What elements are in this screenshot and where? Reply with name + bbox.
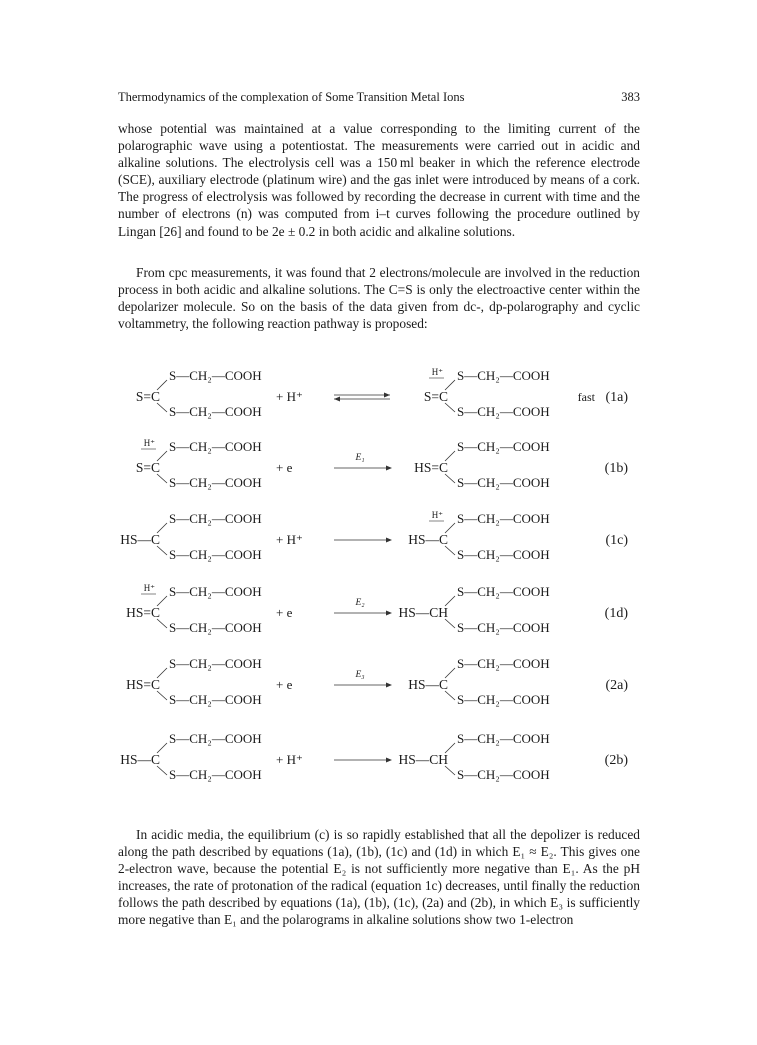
left-bond-upper [157, 596, 167, 606]
right-bond-lower [445, 766, 455, 775]
left-molecule-core: HS=C [126, 677, 160, 692]
page-number: 383 [621, 90, 640, 104]
left-bond-lower [157, 474, 167, 483]
left-bond-upper [157, 380, 167, 390]
right-bond-lower [445, 691, 455, 700]
right-bond-upper [445, 596, 455, 606]
right-arm-upper: S—CH₂—COOH [457, 511, 550, 526]
reagent-label: + e [276, 460, 293, 475]
right-arm-lower: S—CH₂—COOH [457, 547, 550, 562]
left-arm-lower: S—CH₂—COOH [169, 475, 262, 490]
left-molecule-core: S=C [135, 389, 160, 404]
equation-number: (1a) [605, 390, 628, 405]
potential-label: E₁ [355, 453, 365, 463]
reagent-label: + H⁺ [276, 389, 303, 404]
right-bond-upper [445, 743, 455, 753]
fast-label: fast [577, 390, 595, 404]
right-molecule-core: HS—CH [398, 752, 448, 767]
left-arm-lower: S—CH₂—COOH [169, 692, 262, 707]
right-bond-upper [445, 668, 455, 678]
left-arm-lower: S—CH₂—COOH [169, 620, 262, 635]
right-bond-lower [445, 546, 455, 555]
paragraph-acidic-media: In acidic media, the equilibrium (c) is so rapidly established that all the depolizer is reduced along the path described by equations (1a), (1b), (1c) and (1d) in which E₁ ≈ E₂. This gives one 2-electron wave, because the potential E₂ is not sufficiently more negative than E₁. As the pH increases, the rate of protonation of the radical (equation 1c) decreases, until finally the reduction follows the path described by equations (1a), (1b), (1c), (2a) and (2b), in which E₃ is sufficiently more negative than E₁ and the polarograms in alkaline solutions show two 1-electron [118, 827, 640, 928]
left-bond-lower [157, 766, 167, 775]
potential-label: E₂ [355, 598, 365, 608]
reaction-arrowhead [386, 611, 392, 616]
right-bond-lower [445, 474, 455, 483]
right-h-plus-label: H⁺ [431, 510, 443, 520]
left-bond-upper [157, 743, 167, 753]
left-arm-lower: S—CH₂—COOH [169, 404, 262, 419]
left-bond-upper [157, 668, 167, 678]
right-molecule-core: HS—C [408, 532, 448, 547]
right-arm-upper: S—CH₂—COOH [457, 656, 550, 671]
left-molecule-core: HS—C [120, 532, 160, 547]
equation-number: (2b) [604, 753, 628, 768]
reaction-arrowhead [386, 538, 392, 543]
equilibrium-arrowhead-forward [384, 393, 390, 398]
right-arm-upper: S—CH₂—COOH [457, 368, 550, 383]
right-arm-upper: S—CH₂—COOH [457, 731, 550, 746]
left-arm-upper: S—CH₂—COOH [169, 511, 262, 526]
potential-label: E₃ [355, 670, 365, 680]
left-h-plus-label: H⁺ [143, 438, 155, 448]
reaction-arrowhead [386, 466, 392, 471]
paragraph-cpc-measurements: From cpc measurements, it was found that 2 electrons/molecule are involved in the reduction process in both acidic and alkaline solutions. The C=S is only the electroactive center within the depolarizer molecule. So on the basis of the data given from dc-, dp-polarography and cyclic voltammetry, the following reaction pathway is proposed: [118, 265, 640, 332]
left-h-plus-label: H⁺ [143, 583, 155, 593]
right-molecule-core: HS—C [408, 677, 448, 692]
equation-number: (1d) [604, 606, 628, 621]
right-molecule-core: HS—CH [398, 605, 448, 620]
right-bond-upper [445, 451, 455, 461]
left-arm-lower: S—CH₂—COOH [169, 547, 262, 562]
left-arm-upper: S—CH₂—COOH [169, 439, 262, 454]
right-arm-lower: S—CH₂—COOH [457, 767, 550, 782]
left-molecule-core: S=C [135, 460, 160, 475]
left-bond-upper [157, 523, 167, 533]
right-arm-lower: S—CH₂—COOH [457, 475, 550, 490]
reaction-arrowhead [386, 758, 392, 763]
left-arm-upper: S—CH₂—COOH [169, 731, 262, 746]
right-bond-upper [445, 523, 455, 533]
left-molecule-core: HS=C [126, 605, 160, 620]
equation-number: (1b) [604, 461, 628, 476]
left-arm-upper: S—CH₂—COOH [169, 368, 262, 383]
left-bond-upper [157, 451, 167, 461]
equilibrium-arrowhead-reverse [334, 397, 340, 402]
right-arm-upper: S—CH₂—COOH [457, 584, 550, 599]
right-arm-lower: S—CH₂—COOH [457, 620, 550, 635]
reagent-label: + H⁺ [276, 532, 303, 547]
right-h-plus-label: H⁺ [431, 367, 443, 377]
left-arm-lower: S—CH₂—COOH [169, 767, 262, 782]
equation-number: (1c) [605, 533, 628, 548]
left-bond-lower [157, 403, 167, 412]
right-arm-upper: S—CH₂—COOH [457, 439, 550, 454]
reagent-label: + H⁺ [276, 752, 303, 767]
equation-number: (2a) [605, 678, 628, 693]
left-molecule-core: HS—C [120, 752, 160, 767]
right-arm-lower: S—CH₂—COOH [457, 404, 550, 419]
left-arm-upper: S—CH₂—COOH [169, 656, 262, 671]
left-arm-upper: S—CH₂—COOH [169, 584, 262, 599]
right-bond-upper [445, 380, 455, 390]
right-arm-lower: S—CH₂—COOH [457, 692, 550, 707]
reagent-label: + e [276, 677, 293, 692]
right-molecule-core: S=C [423, 389, 448, 404]
left-bond-lower [157, 619, 167, 628]
reagent-label: + e [276, 605, 293, 620]
running-title: Thermodynamics of the complexation of Some Transition Metal Ions [118, 90, 465, 104]
paragraph-electrolysis: whose potential was maintained at a value corresponding to the limiting current of the polarographic wave using a potentiostat. The measurements were carried out in acidic and alkaline solutions. The electrolysis cell was a 150 ml beaker in which the reference electrode (SCE), auxiliary electrode (platinum wire) and the gas inlet were introduced by means of a cork. The progress of electrolysis was followed by recording the decrease in current with time and the number of electrons (n) was computed from i–t curves following the procedure outlined by Lingan [26] and found to be 2e ± 0.2 in both acidic and alkaline solutions. [118, 121, 640, 239]
right-molecule-core: HS=C [414, 460, 448, 475]
right-bond-lower [445, 403, 455, 412]
reaction-arrowhead [386, 683, 392, 688]
left-bond-lower [157, 546, 167, 555]
right-bond-lower [445, 619, 455, 628]
left-bond-lower [157, 691, 167, 700]
